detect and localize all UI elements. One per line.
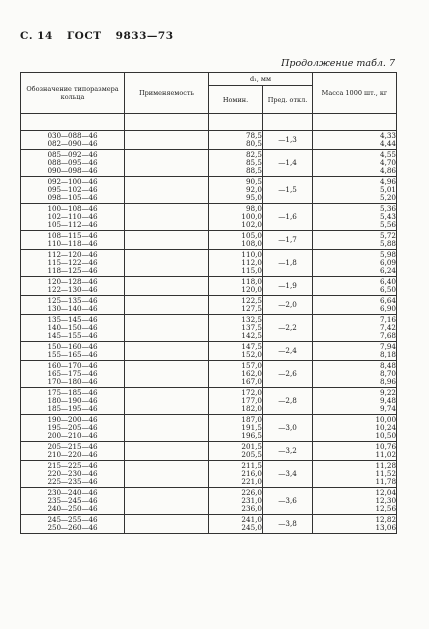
mass-cell-value: 5,36 [380,204,397,213]
nominal-cell-value: 245,0 [241,523,262,532]
mass-cell [313,488,397,515]
designation-cell [21,461,125,488]
nominal-cell-value: 115,0 [241,266,262,275]
mass-cell-value: 4,55 [380,150,397,159]
table-row [21,515,397,534]
mass-cell-value: 5,98 [380,250,397,259]
designation-cell-value: 120—128—46 [47,277,98,286]
designation-cell-value: 122—130—46 [47,285,98,294]
mass-cell-value: 10,50 [375,431,397,440]
designation-cell-value: 200—210—46 [47,431,98,440]
standard-number: 9833—73 [115,30,174,42]
nominal-cell-value: 226,0 [241,488,262,497]
applicability-cell [125,131,209,150]
designation-cell-value: 130—140—46 [47,304,98,313]
mass-cell [313,277,397,296]
tolerance-cell: —2,8 [263,388,313,415]
applicability-cell [125,315,209,342]
nominal-cell-value: 201,5 [241,442,262,451]
designation-cell-value: 145—155—46 [47,331,98,340]
tolerance-cell: —3,0 [263,415,313,442]
designation-cell-value: 150—160—46 [47,342,98,351]
nominal-cell-value: 95,0 [245,193,262,202]
continuation-note: Продолжение табл. 7 [281,58,395,69]
nominal-cell-value: 98,0 [245,204,262,213]
designation-cell-value: 205—215—46 [47,442,98,451]
applicability-cell [125,296,209,315]
mass-cell [313,177,397,204]
table-row [21,296,397,315]
mass-cell-value: 4,70 [380,158,397,167]
designation-cell-value: 215—225—46 [47,461,98,470]
mass-cell-value: 5,20 [380,193,397,202]
nominal-cell-value: 100,0 [241,212,262,221]
applicability-cell [125,177,209,204]
spacer-row [21,114,397,131]
designation-cell [21,388,125,415]
mass-cell-value: 10,24 [375,423,397,432]
table-row [21,277,397,296]
nominal-cell-value: 157,0 [241,361,262,370]
standard-label: ГОСТ [66,30,102,42]
designation-cell-value: 100—108—46 [47,204,98,213]
mass-cell-value: 4,86 [380,166,397,175]
ring-sizes-table [20,72,397,534]
table-body [21,114,397,534]
nominal-cell-value: 92,0 [245,185,262,194]
nominal-cell-value: 162,0 [241,369,262,378]
tolerance-cell: —3,6 [263,488,313,515]
designation-cell-value: 165—175—46 [47,369,98,378]
mass-cell-value: 11,78 [375,477,397,486]
tolerance-cell: —2,2 [263,315,313,342]
designation-cell-value: 245—255—46 [47,515,98,524]
col-applicability: Применяемость [125,73,209,114]
designation-cell-value: 110—118—46 [47,239,98,248]
nominal-cell [209,250,263,277]
tolerance-cell: —2,6 [263,361,313,388]
table-row [21,442,397,461]
mass-cell-value: 10,00 [375,415,397,424]
designation-cell [21,515,125,534]
designation-cell-value: 195—205—46 [47,423,98,432]
nominal-cell-value: 85,5 [245,158,262,167]
mass-cell-value: 6,50 [380,285,397,294]
mass-cell [313,442,397,461]
mass-cell [313,415,397,442]
nominal-cell-value: 132,5 [241,315,262,324]
nominal-cell-value: 205,5 [241,450,262,459]
designation-cell [21,296,125,315]
nominal-cell-value: 187,0 [241,415,262,424]
nominal-cell [209,296,263,315]
mass-cell-value: 8,18 [380,350,397,359]
mass-cell-value: 5,56 [380,220,397,229]
mass-cell-value: 8,70 [380,369,397,378]
nominal-cell [209,315,263,342]
nominal-cell [209,277,263,296]
nominal-cell-value: 231,0 [241,496,262,505]
mass-cell-value: 7,68 [380,331,397,340]
designation-cell-value: 190—200—46 [47,415,98,424]
designation-cell-value: 085—092—46 [47,150,98,159]
designation-cell-value: 230—240—46 [47,488,98,497]
applicability-cell [125,488,209,515]
designation-cell [21,361,125,388]
nominal-cell [209,361,263,388]
col-designation: Обозначение типоразмера кольца [21,73,125,114]
mass-cell-value: 12,82 [375,515,397,524]
nominal-cell-value: 211,5 [241,461,262,470]
nominal-cell-value: 118,0 [241,277,262,286]
nominal-cell [209,131,263,150]
mass-cell-value: 11,52 [375,469,397,478]
designation-cell-value: 125—135—46 [47,296,98,305]
designation-cell-value: 102—110—46 [47,212,98,221]
designation-cell-value: 170—180—46 [47,377,98,386]
nominal-cell-value: 80,5 [245,139,262,148]
table-row [21,150,397,177]
mass-cell-value: 11,28 [375,461,397,470]
mass-cell-value: 6,90 [380,304,397,313]
mass-cell-value: 5,72 [380,231,397,240]
applicability-cell [125,150,209,177]
table-row [21,488,397,515]
mass-cell-value: 5,01 [380,185,397,194]
nominal-cell-value: 88,5 [245,166,262,175]
nominal-cell-value: 90,5 [245,177,262,186]
nominal-cell-value: 182,0 [241,404,262,413]
nominal-cell-value: 78,5 [245,131,262,140]
designation-cell-value: 092—100—46 [47,177,98,186]
nominal-cell-value: 102,0 [241,220,262,229]
mass-cell-value: 6,64 [380,296,397,305]
nominal-cell-value: 167,0 [241,377,262,386]
tolerance-cell: —3,8 [263,515,313,534]
table-row [21,415,397,442]
nominal-cell-value: 82,5 [245,150,262,159]
designation-cell-value: 225—235—46 [47,477,98,486]
table-row [21,204,397,231]
designation-cell [21,150,125,177]
designation-cell-value: 105—112—46 [47,220,98,229]
nominal-cell-value: 127,5 [241,304,262,313]
col-d1: d₁, мм [209,73,313,86]
designation-cell-value: 140—150—46 [47,323,98,332]
nominal-cell-value: 221,0 [241,477,262,486]
designation-cell-value: 030—088—46 [47,131,98,140]
nominal-cell [209,442,263,461]
mass-cell-value: 4,33 [380,131,397,140]
designation-cell-value: 115—122—46 [47,258,98,267]
mass-cell [313,131,397,150]
nominal-cell-value: 216,0 [241,469,262,478]
nominal-cell-value: 172,0 [241,388,262,397]
nominal-cell-value: 110,0 [241,250,262,259]
mass-cell [313,342,397,361]
designation-cell [21,442,125,461]
nominal-cell-value: 112,0 [241,258,262,267]
designation-cell-value: 220—230—46 [47,469,98,478]
designation-cell-value: 095—102—46 [47,185,98,194]
nominal-cell-value: 191,5 [241,423,262,432]
nominal-cell-value: 120,0 [241,285,262,294]
applicability-cell [125,277,209,296]
designation-cell-value: 118—125—46 [47,266,98,275]
designation-cell-value: 160—170—46 [47,361,98,370]
designation-cell [21,315,125,342]
designation-cell [21,177,125,204]
nominal-cell [209,515,263,534]
tolerance-cell: —1,6 [263,204,313,231]
mass-cell-value: 8,96 [380,377,397,386]
designation-cell-value: 210—220—46 [47,450,98,459]
tolerance-cell: —1,3 [263,131,313,150]
mass-cell [313,231,397,250]
designation-cell-value: 240—250—46 [47,504,98,513]
designation-cell-value: 108—115—46 [47,231,98,240]
table-row [21,361,397,388]
mass-cell [313,250,397,277]
designation-cell [21,277,125,296]
designation-cell-value: 185—195—46 [47,404,98,413]
col-nominal: Номин. [209,86,263,114]
applicability-cell [125,415,209,442]
designation-cell-value: 175—185—46 [47,388,98,397]
tolerance-cell: —3,2 [263,442,313,461]
col-tolerance: Пред. откл. [263,86,313,114]
mass-cell-value: 9,74 [380,404,397,413]
mass-cell-value: 7,94 [380,342,397,351]
mass-cell-value: 6,09 [380,258,397,267]
mass-cell-value: 6,40 [380,277,397,286]
nominal-cell-value: 142,5 [241,331,262,340]
mass-cell-value: 10,76 [375,442,397,451]
designation-cell-value: 135—145—46 [47,315,98,324]
mass-cell-value: 8,48 [380,361,397,370]
mass-cell-value: 12,04 [375,488,397,497]
table-row [21,231,397,250]
applicability-cell [125,361,209,388]
mass-cell-value: 12,56 [375,504,397,513]
table-row [21,461,397,488]
mass-cell-value: 5,88 [380,239,397,248]
nominal-cell [209,204,263,231]
mass-cell [313,388,397,415]
page-number: С. 14 [20,30,53,42]
applicability-cell [125,342,209,361]
designation-cell-value: 082—090—46 [47,139,98,148]
mass-cell [313,515,397,534]
table-row [21,131,397,150]
tolerance-cell: —1,8 [263,250,313,277]
nominal-cell-value: 177,0 [241,396,262,405]
mass-cell-value: 4,44 [380,139,397,148]
nominal-cell-value: 152,0 [241,350,262,359]
mass-cell [313,296,397,315]
designation-cell-value: 155—165—46 [47,350,98,359]
nominal-cell [209,388,263,415]
nominal-cell [209,461,263,488]
designation-cell-value: 090—098—46 [47,166,98,175]
nominal-cell-value: 196,5 [241,431,262,440]
mass-cell-value: 12,30 [375,496,397,505]
nominal-cell [209,231,263,250]
nominal-cell-value: 236,0 [241,504,262,513]
nominal-cell-value: 137,5 [241,323,262,332]
nominal-cell-value: 147,5 [241,342,262,351]
designation-cell [21,415,125,442]
mass-cell-value: 13,06 [375,523,397,532]
tolerance-cell: —1,4 [263,150,313,177]
mass-cell [313,315,397,342]
mass-cell-value: 5,43 [380,212,397,221]
table-row [21,388,397,415]
applicability-cell [125,461,209,488]
applicability-cell [125,388,209,415]
mass-cell-value: 7,16 [380,315,397,324]
designation-cell-value: 088—095—46 [47,158,98,167]
mass-cell [313,204,397,231]
mass-cell [313,150,397,177]
mass-cell-value: 6,24 [380,266,397,275]
applicability-cell [125,515,209,534]
col-mass: Масса 1000 шт., кг [313,73,397,114]
designation-cell [21,231,125,250]
tolerance-cell: —3,4 [263,461,313,488]
applicability-cell [125,231,209,250]
mass-cell [313,361,397,388]
designation-cell-value: 180—190—46 [47,396,98,405]
nominal-cell-value: 108,0 [241,239,262,248]
tolerance-cell: —1,5 [263,177,313,204]
designation-cell-value: 235—245—46 [47,496,98,505]
designation-cell [21,342,125,361]
designation-cell-value: 250—260—46 [47,523,98,532]
designation-cell [21,250,125,277]
table-row [21,250,397,277]
nominal-cell [209,342,263,361]
designation-cell [21,204,125,231]
applicability-cell [125,442,209,461]
designation-cell [21,488,125,515]
nominal-cell-value: 122,5 [241,296,262,305]
tolerance-cell: —2,4 [263,342,313,361]
table-row [21,315,397,342]
table-row [21,177,397,204]
nominal-cell-value: 105,0 [241,231,262,240]
mass-cell-value: 9,22 [380,388,397,397]
nominal-cell-value: 241,0 [241,515,262,524]
tolerance-cell: —1,7 [263,231,313,250]
mass-cell-value: 4,96 [380,177,397,186]
applicability-cell [125,204,209,231]
tolerance-cell: —1,9 [263,277,313,296]
mass-cell-value: 9,48 [380,396,397,405]
mass-cell [313,461,397,488]
tolerance-cell: —2,0 [263,296,313,315]
mass-cell-value: 11,02 [375,450,397,459]
applicability-cell [125,250,209,277]
nominal-cell [209,150,263,177]
nominal-cell [209,488,263,515]
nominal-cell [209,177,263,204]
table-row [21,342,397,361]
mass-cell-value: 7,42 [380,323,397,332]
designation-cell-value: 112—120—46 [47,250,98,259]
nominal-cell [209,415,263,442]
page-header [20,30,184,42]
designation-cell [21,131,125,150]
designation-cell-value: 098—105—46 [47,193,98,202]
